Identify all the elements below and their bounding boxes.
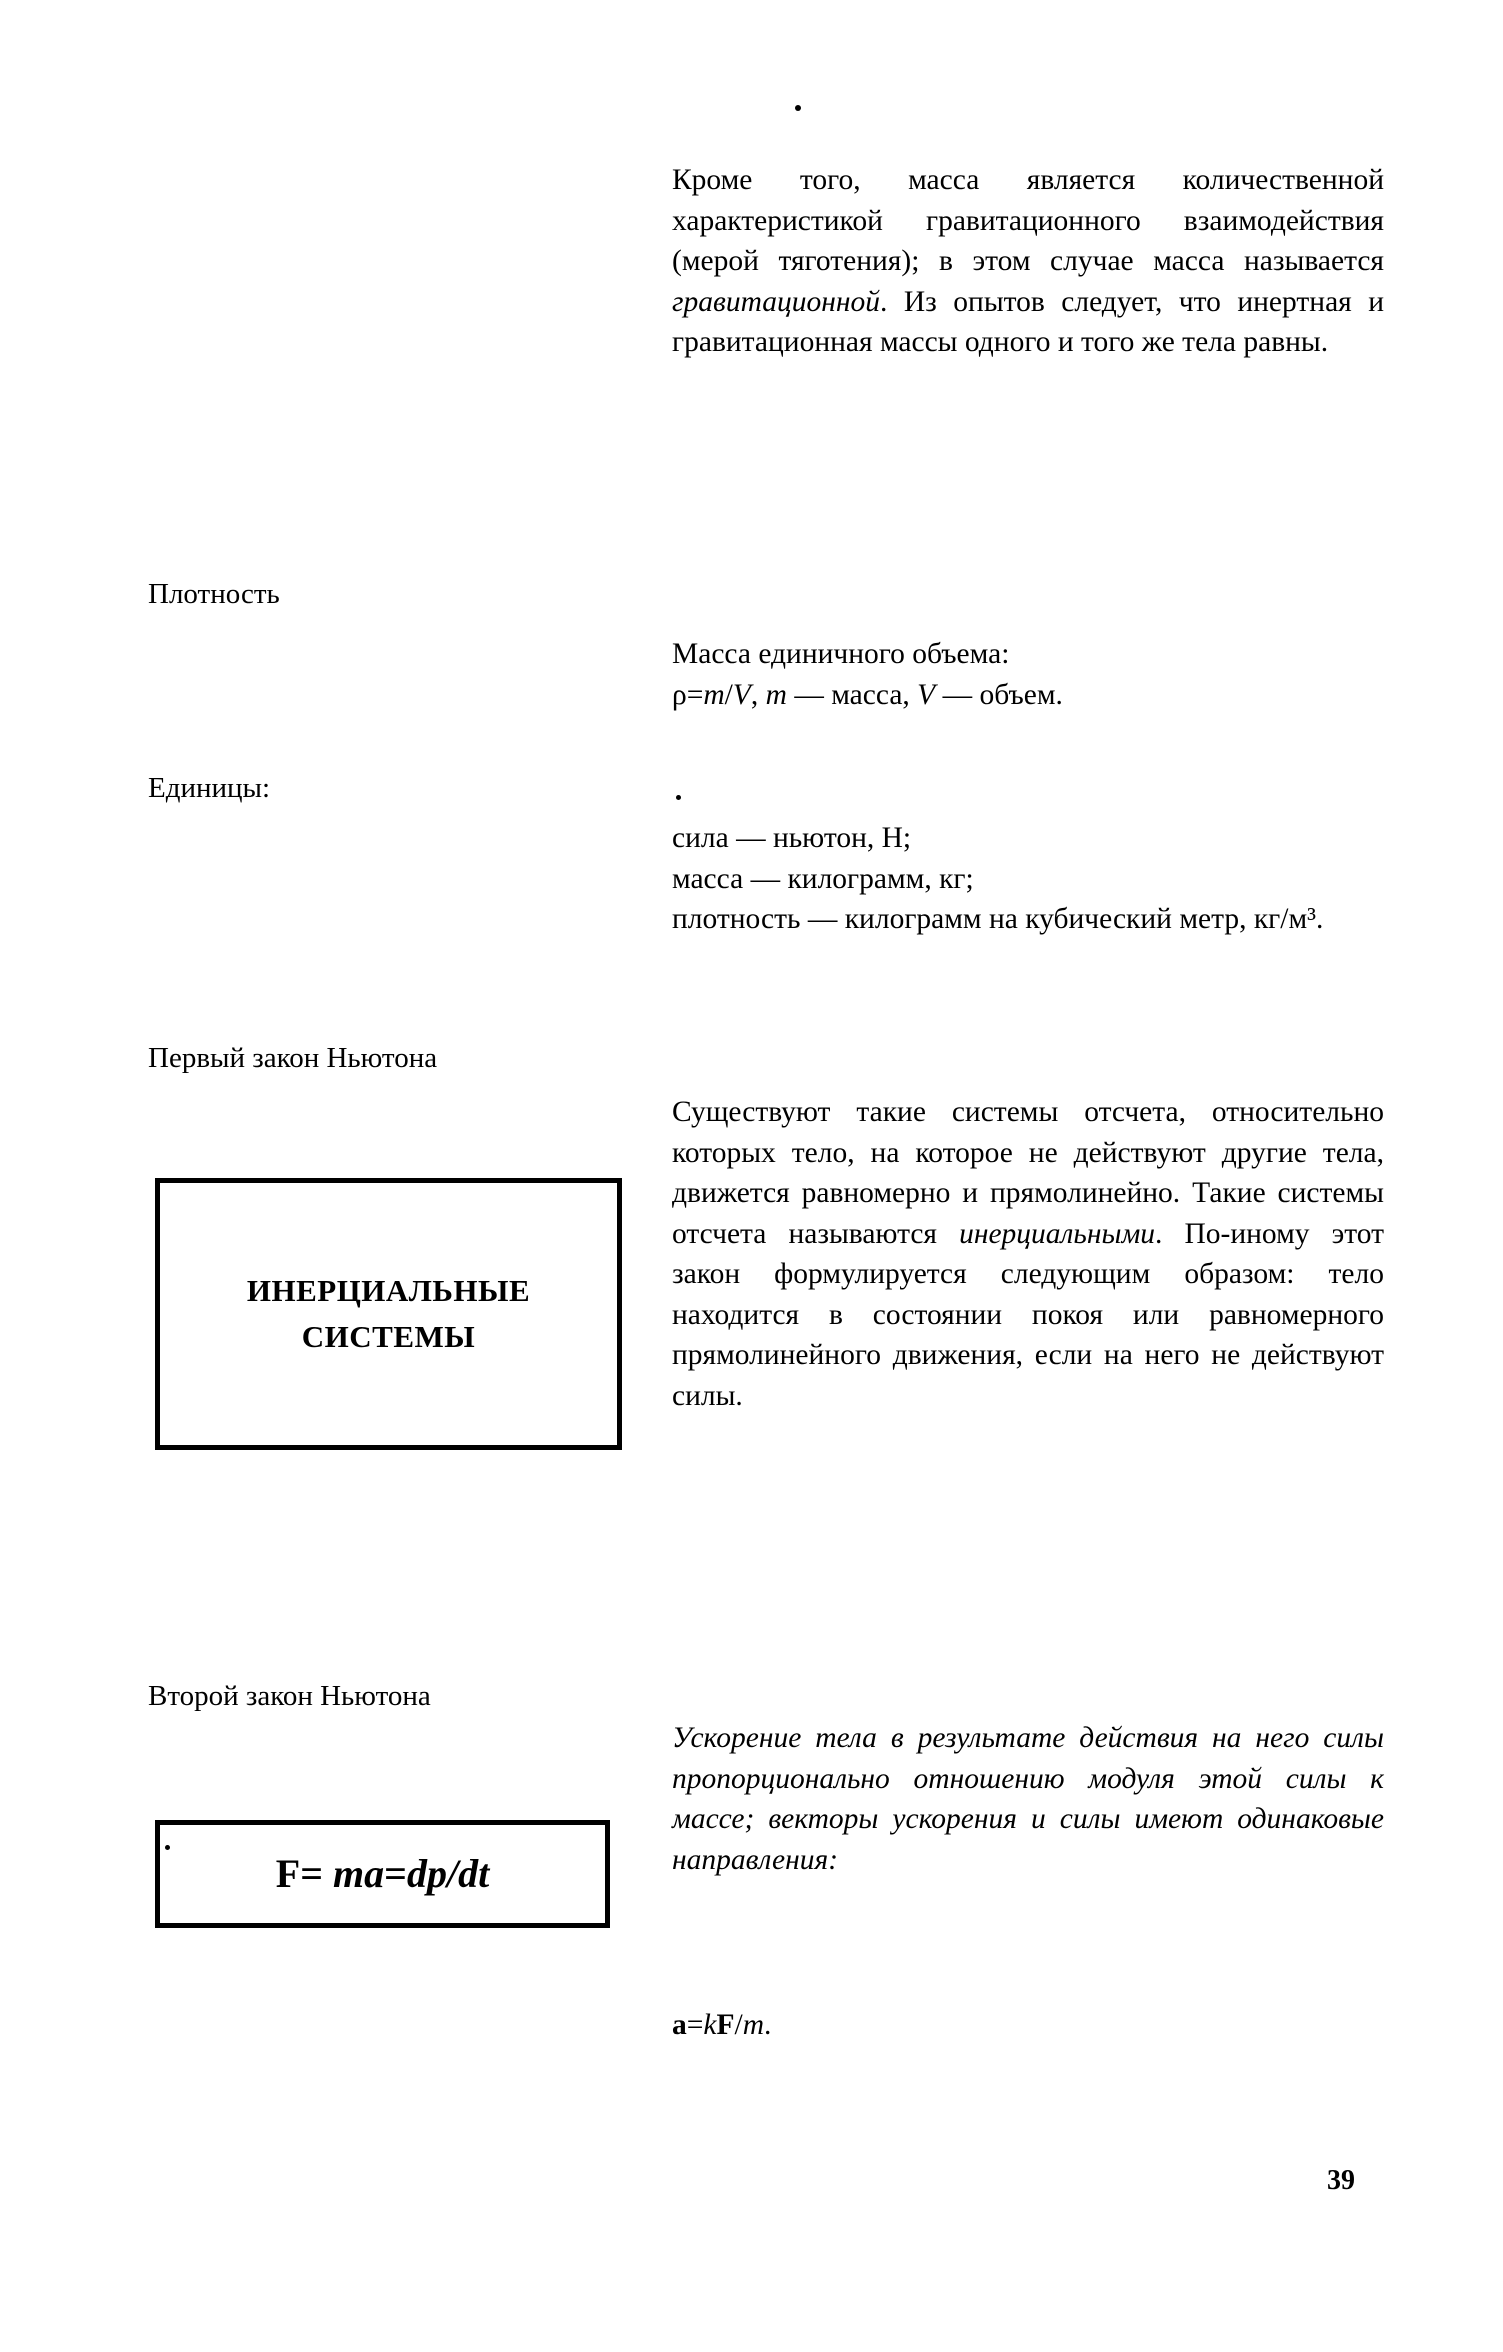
formula-a: a	[672, 2009, 687, 2041]
formula-slash: /	[446, 1851, 459, 1896]
first-law-body	[672, 1092, 1384, 1416]
sep-3: — объем.	[935, 678, 1063, 711]
rho-prefix: ρ=	[672, 678, 704, 711]
stray-dot	[676, 795, 681, 800]
first-law-text-1: Существуют такие системы отсчета, относительно которых тело, на которое не действуют другие тела, движется равномерно и прямолинейно. Такие системы отсчета называются	[672, 1096, 1384, 1250]
formula-eq-2: =	[686, 2009, 704, 2041]
density-formula-line	[672, 675, 1384, 716]
second-law-formula	[276, 1852, 489, 1896]
second-law-formula-box	[155, 1820, 610, 1928]
var-m2: m	[765, 678, 787, 711]
section-heading-units: Единицы:	[148, 772, 271, 804]
formula-period: .	[764, 2009, 772, 2041]
units-list	[672, 818, 1372, 940]
intro-italic-term: гравитационной	[672, 285, 880, 318]
formula-eq: =	[384, 1851, 407, 1896]
density-body	[672, 634, 1384, 715]
second-law-body	[672, 1718, 1384, 1880]
page-number: 39	[1327, 2165, 1355, 2196]
formula-k: k	[703, 2009, 717, 2041]
formula-dp: dp	[406, 1851, 447, 1896]
formula-dt: dt	[458, 1851, 490, 1896]
sep-1: ,	[750, 678, 766, 711]
section-heading-first-law: Первый закон Ньютона	[148, 1042, 438, 1074]
inertial-box-line-1: ИНЕРЦИАЛЬНЫЕ	[246, 1273, 531, 1308]
formula-slash-2: /	[734, 2009, 743, 2041]
formula-F: F=	[275, 1851, 324, 1896]
first-law-text-2: . По-иному этот закон формулируется следующим образом: тело находится в состоянии покоя или равномерного прямолинейного движения, если на него не действуют силы.	[672, 1217, 1384, 1412]
var-V: V	[732, 678, 751, 711]
intro-text-1: Кроме того, масса является количественной характеристикой гравитационного взаимодействия (мерой тяготения); в этом случае масса называется	[672, 164, 1384, 277]
section-heading-second-law: Второй закон Ньютона	[148, 1680, 431, 1712]
unit-item-force: сила — ньютон, Н;	[672, 822, 912, 854]
slash: /	[724, 678, 733, 711]
intro-paragraph	[672, 160, 1384, 363]
intro-text-2: . Из опытов следует, что инертная и гравитационная массы одного и того же тела равны.	[672, 285, 1384, 358]
unit-item-density: плотность — килограмм на кубический метр, кг/м³.	[672, 903, 1324, 935]
var-V2: V	[917, 678, 936, 711]
inertial-systems-box-text	[247, 1268, 530, 1360]
formula-F-2: F	[716, 2009, 735, 2041]
page-top-dot	[795, 105, 801, 111]
first-law-italic-term: инерциальными	[959, 1217, 1156, 1250]
inertial-box-line-2: СИСТЕМЫ	[301, 1319, 476, 1354]
inertial-systems-box	[155, 1178, 622, 1450]
unit-item-mass: масса — килограмм, кг;	[672, 862, 974, 895]
second-law-italic-text: Ускорение тела в результате действия на него силы пропорционально отношению модуля этой силы к массе; векторы ускорения и силы имеют одинаковые направления:	[672, 1722, 1384, 1876]
sep-2: — масса,	[786, 678, 918, 711]
section-heading-density: Плотность	[148, 578, 280, 610]
density-line-1: Масса единичного объема:	[672, 638, 1010, 670]
formula-m: m	[742, 2009, 765, 2041]
var-m: m	[703, 678, 725, 711]
formula-ma: ma	[333, 1851, 385, 1896]
stray-dot-2	[165, 1845, 170, 1850]
second-law-formula-line	[672, 2005, 1384, 2046]
